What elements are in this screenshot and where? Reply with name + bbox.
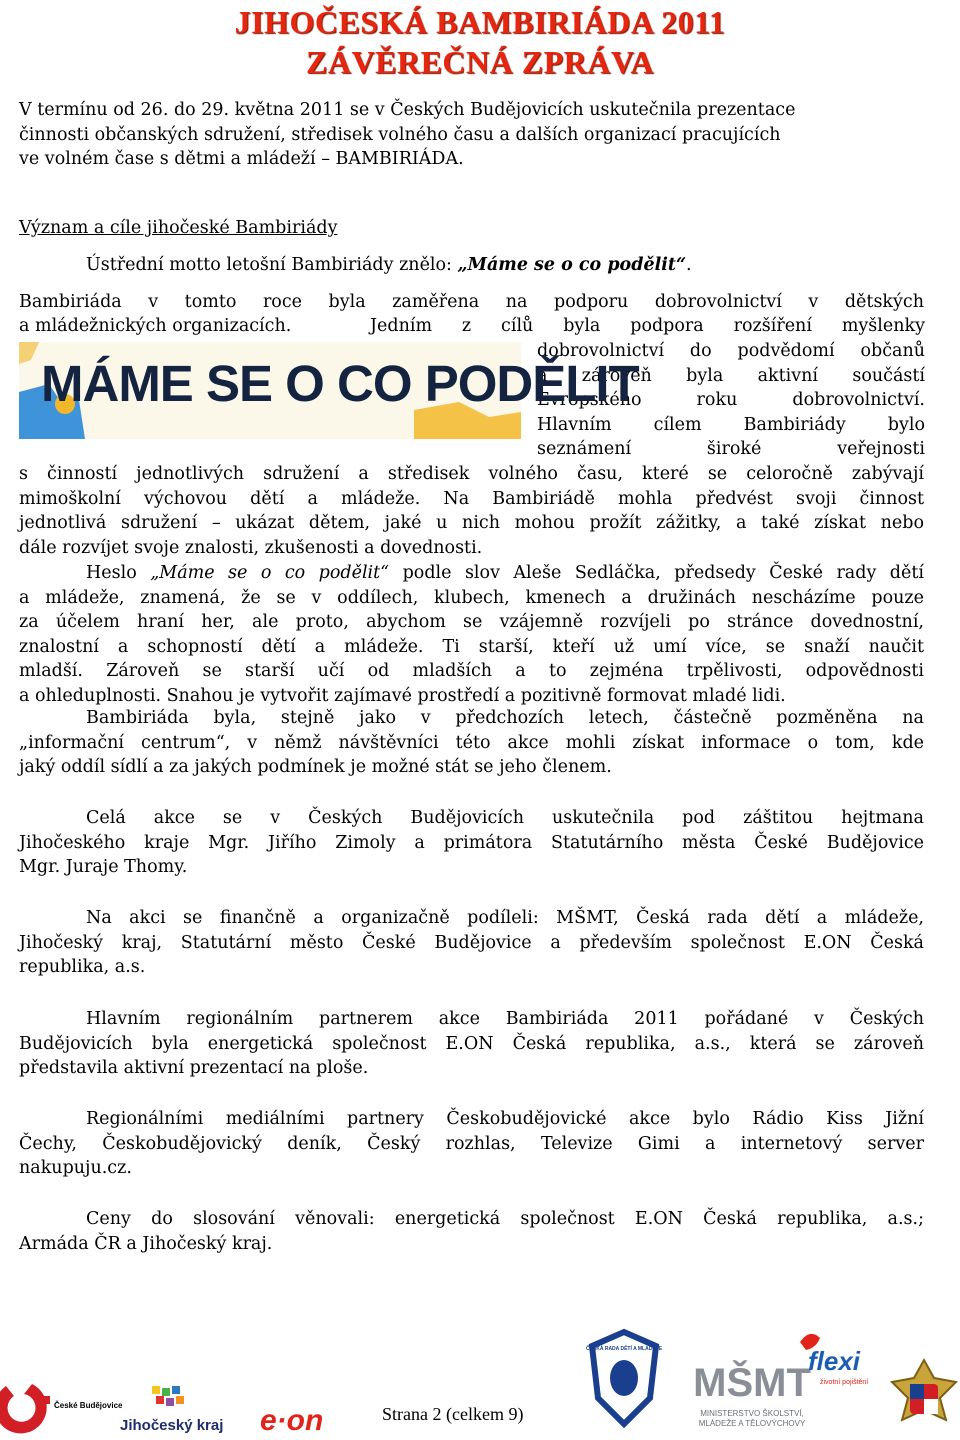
intro-line: V termínu od 26. do 29. května 2011 se v Českých Budějovicích uskutečnila prezentace [19,100,796,120]
p2-line: mladší. Zároveň se starší učí od mladších a to zejména trpělivosti, odpovědnosti [19,661,924,682]
p2-line1-rest: podle slov Aleše Sedláčka, předsedy České rady dětí [389,563,924,583]
p1-wrap-first: Jedním z cílů byla podpora rozšíření myšlenky [370,316,925,336]
slogan-text: MÁME SE O CO PODĚLIT [41,355,639,412]
p1-wrap-line: dobrovolnictví do podvědomí občanů [537,341,925,361]
cb-logo-text: České Budějovice [54,1401,123,1410]
p2-quote: „Máme se o co podělit“ [150,563,390,583]
p5-line: Jihočeský kraj, Statutární město České Budějovice a především společnost E.ON Česká [19,932,924,953]
p8-line: Ceny do slosování věnovali: energetická společnost E.ON Česká republika, a.s.; [86,1209,924,1229]
p2 [19,561,924,709]
p4-line: Jihočeského kraje Mgr. Jiřího Zimoly a primátora Statutárního města České Budějovice [19,832,924,853]
p3-line: Bambiriáda byla, stejně jako v předchozích letech, částečně pozměněna na [86,708,924,728]
army-emblem-logo [890,1358,958,1436]
p3-line: „informační centrum“, v němž návštěvníci této akce mohli získat informace o tom, kde [19,732,924,753]
p8 [19,1207,924,1256]
p1-rest [19,462,924,560]
p4 [19,806,924,880]
crdm-logo [584,1328,664,1428]
eon-logo-text: e·on [260,1404,324,1437]
p1-wrap-line: a zároveň byla aktivní součástí [537,365,925,386]
page-title-line-2: ZÁVĚREČNÁ ZPRÁVA [306,44,654,80]
p5 [19,906,924,980]
msmt-logo [693,1358,811,1430]
intro-paragraph [19,98,924,172]
p1-rest-line: jednotlivá sdružení – ukázat dětem, jaké u nich mohou prožít zážitky, a také získat nebo [19,513,924,534]
p5-line: Na akci se finančně a organizačně podíleli: MŠMT, Česká rada dětí a mládeže, [86,908,924,928]
crdm-logo-text: ČESKÁ RADA DĚTÍ A MLÁDEŽE [585,1346,663,1352]
p1-wrap-line: seznámení široké veřejnosti [537,439,925,460]
p1-line1: Bambiriáda v tomto roce byla zaměřena na podporu dobrovolnictví v dětských [19,292,924,312]
page-title-line-1: JIHOČESKÁ BAMBIRIÁDA 2011 [234,4,726,40]
motto-prefix: Ústřední motto letošní Bambiriády znělo: [86,255,458,275]
p6 [19,1007,924,1081]
p7-line: nakupuju.cz. [19,1158,132,1179]
p1-wrap-line: Evropského roku dobrovolnictví. [537,390,925,411]
flexi-logo [796,1328,878,1390]
p6-line: Budějovicích byla energetická společnost E.ON Česká republika, a.s., která se zároveň [19,1033,924,1054]
ceske-budejovice-logo [2,1378,123,1434]
p1-line2: a mládežnických organizacích. [19,316,292,336]
p1-rest-line: dále rozvíjet svoje znalosti, zkušenosti a dovednosti. [19,537,483,558]
msmt-mark: MŠMT [693,1361,811,1405]
eon-logo [258,1402,340,1436]
slogan-image [19,342,639,439]
p2-line: znalostní a schopností dětí a mládeže. Ti starší, kteří už umí více, se snaží naučit [19,636,924,657]
motto-line [86,253,926,278]
flexi-logo-text: flexi [808,1346,861,1376]
motto-text: „Máme se o co podělit“ [457,255,687,275]
intro-line: ve volném čase s dětmi a mládeží – BAMBIRIÁDA. [19,149,464,170]
p7-line: Čechy, Českobudějovický deník, Český rozhlas, Televize Gimi a internetový server [19,1133,924,1154]
p3 [19,706,924,780]
kraj-logo-text: Jihočeský kraj [120,1417,224,1434]
p1-rest-line: mimoškolní výchovou dětí a mládeže. Na Bambiriádě mohla předvést svoji činnost [19,488,924,509]
page-number: Strana 2 (celkem 9) [382,1404,524,1424]
p4-line: Mgr. Juraje Thomy. [19,857,188,878]
p2-line: a ohleduplnosti. Snahou je vytvořit zajímavé prostředí a pozitivně formovat mladé lidi. [19,685,786,706]
p7-line: Regionálními mediálními partnery Českobudějovické akce bylo Rádio Kiss Jižní [86,1109,924,1129]
p2-line: a mládeže, znamená, že se v oddílech, klubech, kmenech a družinách nescházíme pouze [19,587,924,608]
intro-line: činnosti občanských sdružení, středisek volného času a dalších organizací pracujících [19,124,781,145]
p6-line: Hlavním regionálním partnerem akce Bambiriáda 2011 pořádané v Českých [86,1009,924,1029]
p1-wrap-line: Hlavním cílem Bambiriády bylo [537,414,925,435]
msmt-text-2: MLÁDEŽE A TĚLOVÝCHOVY [698,1419,806,1428]
section-heading: Význam a cíle jihočeské Bambiriády [19,218,338,238]
p4-line: Celá akce se v Českých Budějovicích uskutečnila pod záštitou hejtmana [86,808,924,828]
p6-line: představila aktivní prezentací na ploše. [19,1058,369,1079]
p1-rest-line: s činností jednotlivých sdružení a středisek volného času, které se celoročně zabývají [19,464,924,484]
msmt-text-1: MINISTERSTVO ŠKOLSTVÍ, [700,1409,804,1418]
p3-line: jaký oddíl sídlí a za jakých podmínek je možné stát se jeho členem. [19,757,612,778]
p2-line1 [19,561,924,586]
p2-line: za účelem hraní her, ale proto, abychom se vzájemně rozvíjeli po stránce dovednostní, [19,612,924,633]
p8-line: Armáda ČR a Jihočeský kraj. [19,1233,273,1254]
flexi-logo-subtext: životní pojištění [820,1379,869,1386]
p2-prefix: Heslo [86,563,151,583]
jihocesky-kraj-logo [118,1384,228,1436]
motto-suffix: . [686,255,692,275]
p7 [19,1107,924,1181]
p5-line: republika, a.s. [19,957,146,978]
